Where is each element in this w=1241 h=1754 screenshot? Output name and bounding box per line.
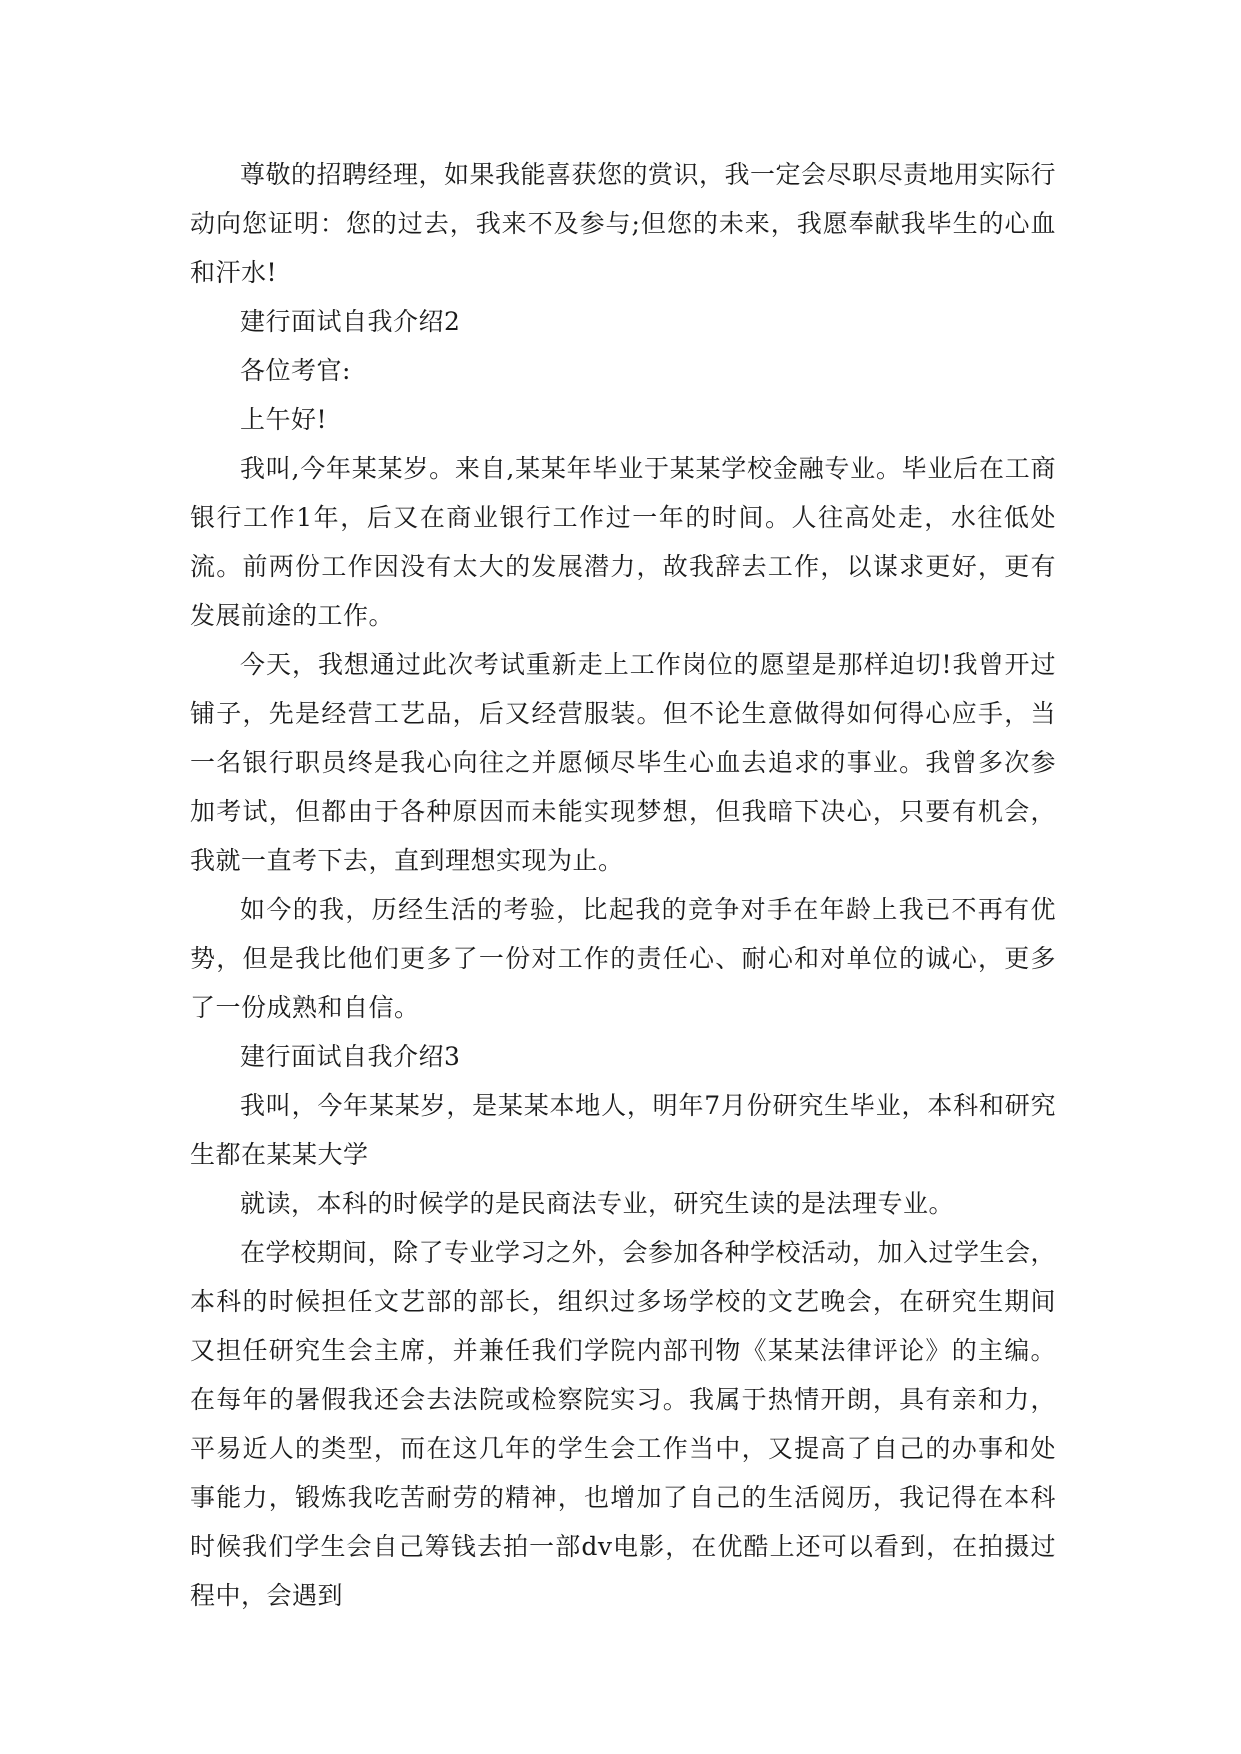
section-heading-2: 建行面试自我介绍2 xyxy=(240,307,461,336)
body-paragraph: 在学校期间，除了专业学习之外，会参加各种学校活动，加入过学生会，本科的时候担任文艺部的部长，组织过多场学校的文艺晚会，在研究生期间又担任研究生会主席，并兼任我们学院内部刊物《某某法律评论》的主编。在每年的暑假我还会去法院或检察院实习。我属于热情开朗，具有亲和力，平易近人的类型，而在这几年的学生会工作当中，又提高了自己的办事和处事能力，锻炼我吃苦耐劳的精神，也增加了自己的生活阅历，我记得在本科时候我们学生会自己筹钱去拍一部dv电影，在优酷上还可以看到，在拍摄过程中，会遇到 xyxy=(190,1238,1057,1610)
greeting: 上午好! xyxy=(240,405,328,434)
closing-paragraph: 尊敬的招聘经理，如果我能喜获您的赏识，我一定会尽职尽责地用实际行动向您证明：您的过去，我来不及参与;但您的未来，我愿奉献我毕生的心血和汗水! xyxy=(190,160,1057,287)
section-heading-3: 建行面试自我介绍3 xyxy=(240,1042,461,1071)
document-page xyxy=(190,150,1056,1620)
body-paragraph: 我叫，今年某某岁，是某某本地人，明年7月份研究生毕业，本科和研究生都在某某大学 xyxy=(190,1091,1056,1169)
salutation: 各位考官: xyxy=(240,356,351,385)
body-paragraph: 如今的我，历经生活的考验，比起我的竞争对手在年龄上我已不再有优势，但是我比他们更多了一份对工作的责任心、耐心和对单位的诚心，更多了一份成熟和自信。 xyxy=(190,895,1056,1022)
body-paragraph: 就读，本科的时候学的是民商法专业，研究生读的是法理专业。 xyxy=(240,1189,955,1218)
body-paragraph: 我叫,今年某某岁。来自,某某年毕业于某某学校金融专业。毕业后在工商银行工作1年，后又在商业银行工作过一年的时间。人往高处走，水往低处流。前两份工作因没有太大的发展潜力，故我辞去工作，以谋求更好，更有发展前途的工作。 xyxy=(190,454,1056,630)
body-paragraph: 今天，我想通过此次考试重新走上工作岗位的愿望是那样迫切!我曾开过铺子，先是经营工艺品，后又经营服装。但不论生意做得如何得心应手，当一名银行职员终是我心向往之并愿倾尽毕生心血去追求的事业。我曾多次参加考试，但都由于各种原因而未能实现梦想，但我暗下决心，只要有机会，我就一直考下去，直到理想实现为止。 xyxy=(190,650,1056,875)
